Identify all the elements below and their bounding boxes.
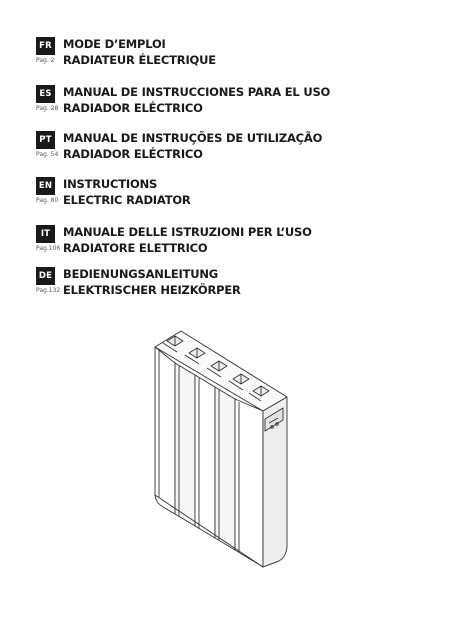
page-reference: Pag. 2	[36, 57, 55, 64]
page-reference: Pag. 54	[36, 151, 59, 158]
language-code-badge: IT	[36, 225, 55, 243]
language-section-pt	[36, 131, 436, 171]
manual-title	[63, 37, 433, 68]
manual-title	[63, 177, 433, 208]
language-code-badge: DE	[36, 267, 55, 285]
manual-title	[63, 225, 433, 256]
language-section-en	[36, 177, 436, 217]
title-line-2: RADIADOR ELÉCTRICO	[63, 100, 203, 115]
language-code-badge: ES	[36, 85, 55, 103]
manual-title	[63, 131, 433, 162]
manual-title	[63, 267, 433, 298]
title-line-1: MANUALE DELLE ISTRUZIONI PER L’USO	[63, 225, 312, 239]
page-reference: Pag.132	[36, 287, 61, 294]
title-line-1: INSTRUCTIONS	[63, 177, 158, 191]
language-code-badge: PT	[36, 131, 55, 149]
page-reference: Pag. 28	[36, 105, 59, 112]
language-section-de	[36, 267, 436, 307]
language-section-fr	[36, 37, 436, 77]
title-line-2: RADIADOR ELÉCTRICO	[63, 146, 203, 161]
title-line-2: ELECTRIC RADIATOR	[63, 192, 191, 207]
electric-radiator-icon	[145, 325, 305, 605]
page-reference: Pag.106	[36, 245, 61, 252]
title-line-1: BEDIENUNGSANLEITUNG	[63, 267, 219, 281]
title-line-2: RADIATORE ELETTRICO	[63, 240, 208, 255]
language-code-badge: EN	[36, 177, 55, 195]
page-reference: Pag. 80	[36, 197, 59, 204]
language-section-it	[36, 225, 436, 265]
title-line-1: MANUAL DE INSTRUCCIONES PARA EL USO	[63, 85, 331, 99]
title-line-2: RADIATEUR ÉLECTRIQUE	[63, 52, 216, 67]
title-line-1: MODE D’EMPLOI	[63, 37, 166, 51]
title-line-2: ELEKTRISCHER HEIZKÖRPER	[63, 282, 241, 297]
language-code-badge: FR	[36, 37, 55, 55]
manual-title	[63, 85, 433, 116]
language-section-es	[36, 85, 436, 125]
title-line-1: MANUAL DE INSTRUÇÕES DE UTILIZAÇÃO	[63, 131, 323, 145]
